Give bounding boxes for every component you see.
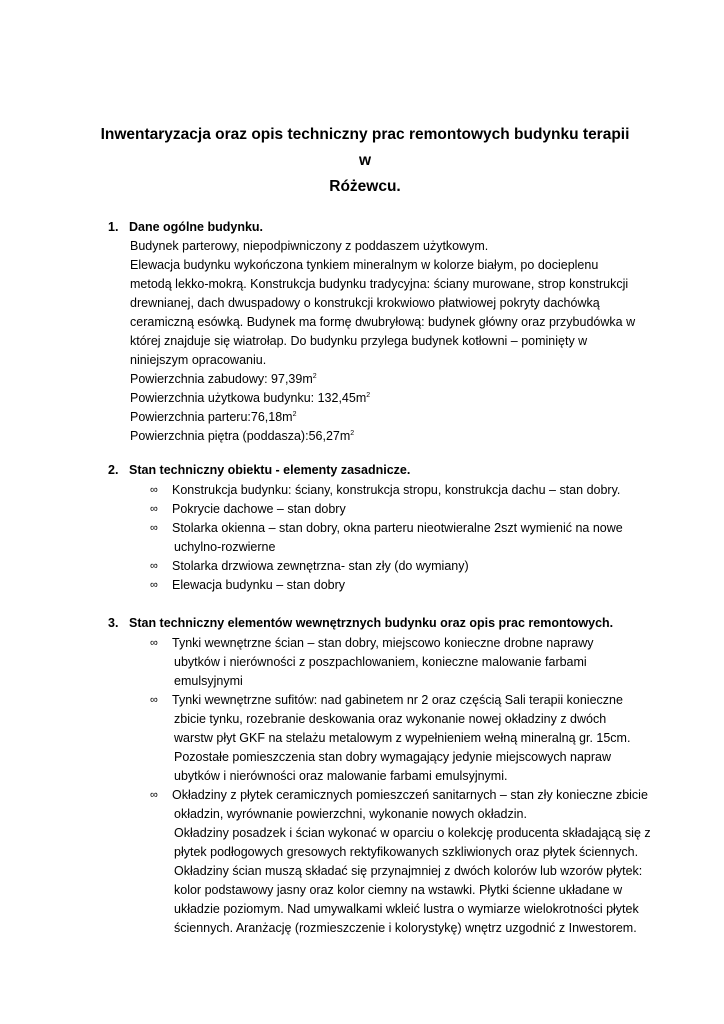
section-3-title: Stan techniczny elementów wewnętrznych budynku oraz opis prac remontowych. (129, 616, 614, 630)
list-item-continued: ubytków i nierówności z poszpachlowaniem, konieczne malowanie farbami (174, 655, 587, 669)
section-2-heading (108, 461, 410, 480)
list-item-continued: ściennych. Aranżację (rozmieszczenie i kolorystykę) wnętrz uzgodnić z Inwestorem. (174, 921, 637, 935)
section-1-number: 1. (108, 220, 119, 234)
list-item: Stolarka drzwiowa zewnętrzna- stan zły (do wymiany) (172, 559, 469, 573)
infinity-bullet-icon: ∞ (150, 637, 158, 649)
area-usable: Powierzchnia użytkowa budynku: $132,45m^2$ (130, 391, 371, 405)
list-item: Elewacja budynku – stan dobry (172, 578, 346, 592)
paragraph-line: metodą lekko-mokrą. Konstrukcja budynku tradycyjna: ściany murowane, strop konstrukcji (130, 277, 629, 291)
section-3-heading (108, 614, 613, 633)
infinity-bullet-icon: ∞ (150, 579, 158, 591)
list-item-continued: płytek podłogowych gresowych rektyfikowanych szkliwionych oraz płytek ściennych. (174, 845, 639, 859)
section-1-heading (108, 218, 263, 237)
paragraph-line: której znajduje się wiatrołap. Do budynku przylega budynek kotłowni – pominięty w (130, 334, 588, 348)
list-item-continued: układzie poziomym. Nad umywalkami wkleić lustra o wymiarze wielokrotności płytek (174, 902, 639, 916)
list-item-continued: kolor podstawowy jasny oraz kolor ciemny na wstawki. Płytki ścienne układane w (174, 883, 623, 897)
infinity-bullet-icon: ∞ (150, 522, 158, 534)
list-item-continued: ubytków i nierówności oraz malowanie farbami emulsyjnymi. (174, 769, 508, 783)
area-built: Powierzchnia zabudowy: $97,39m^2$ (130, 372, 317, 386)
infinity-bullet-icon: ∞ (150, 484, 158, 496)
list-item: Stolarka okienna – stan dobry, okna parteru nieotwieralne 2szt wymienić na nowe (172, 521, 623, 535)
list-item: Tynki wewnętrzne ścian – stan dobry, miejscowo konieczne drobne naprawy (172, 636, 594, 650)
title-line-1: Inwentaryzacja oraz opis techniczny prac remontowych budynku terapii w (100, 126, 630, 169)
paragraph-line: Budynek parterowy, niepodpiwniczony z poddaszem użytkowym. (130, 239, 489, 253)
list-item-continued: Pozostałe pomieszczenia stan dobry wymagający jedynie miejscowych napraw (174, 750, 612, 764)
list-item-continued: emulsyjnymi (174, 674, 243, 688)
list-item: Pokrycie dachowe – stan dobry (172, 502, 346, 516)
list-item-continued: warstw płyt GKF na stelażu metalowym z wypełnieniem wełną mineralną gr. 15cm. (174, 731, 631, 745)
list-item: Konstrukcja budynku: ściany, konstrukcja stropu, konstrukcja dachu – stan dobry. (172, 483, 621, 497)
document-title (95, 122, 635, 200)
paragraph-line: drewnianej, dach dwuspadowy o konstrukcji krokwiowo płatwiowej pokryty dachówką (130, 296, 600, 310)
infinity-bullet-icon: ∞ (150, 694, 158, 706)
section-2-title: Stan techniczny obiektu - elementy zasadnicze. (129, 463, 411, 477)
section-3-number: 3. (108, 616, 119, 630)
list-item-continued: Okładziny posadzek i ścian wykonać w oparciu o kolekcję producenta składającą się z (174, 826, 651, 840)
section-1-title: Dane ogólne budynku. (129, 220, 264, 234)
list-item-continued: zbicie tynku, rozebranie deskowania oraz wykonanie nowej okładziny z dwóch (174, 712, 607, 726)
area-attic: Powierzchnia piętra $(poddasza):56,27m^2$ (130, 429, 355, 443)
area-ground-floor: Powierzchnia $parteru:76,18m^2$ (130, 410, 297, 424)
infinity-bullet-icon: ∞ (150, 503, 158, 515)
list-item: Okładziny z płytek ceramicznych pomieszczeń sanitarnych – stan zły konieczne zbicie (172, 788, 648, 802)
list-item: Tynki wewnętrzne sufitów: nad gabinetem nr 2 oraz częścią Sali terapii konieczne (172, 693, 623, 707)
list-item-continued: okładzin, wyrównanie powierzchni, wykonanie nowych okładzin. (174, 807, 527, 821)
title-line-2: Różewcu. (329, 178, 401, 195)
list-item-continued: uchylno-rozwierne (174, 540, 276, 554)
paragraph-line: niniejszym opracowaniu. (130, 353, 267, 367)
list-item-continued: Okładziny ścian muszą składać się przynajmniej z dwóch kolorów lub wzorów płytek: (174, 864, 643, 878)
paragraph-line: ceramiczną esówką. Budynek ma formę dwubryłową: budynek główny oraz przybudówka w (130, 315, 636, 329)
infinity-bullet-icon: ∞ (150, 560, 158, 572)
section-2-number: 2. (108, 463, 119, 477)
infinity-bullet-icon: ∞ (150, 789, 158, 801)
paragraph-line: Elewacja budynku wykończona tynkiem mineralnym w kolorze białym, po docieplenu (130, 258, 599, 272)
